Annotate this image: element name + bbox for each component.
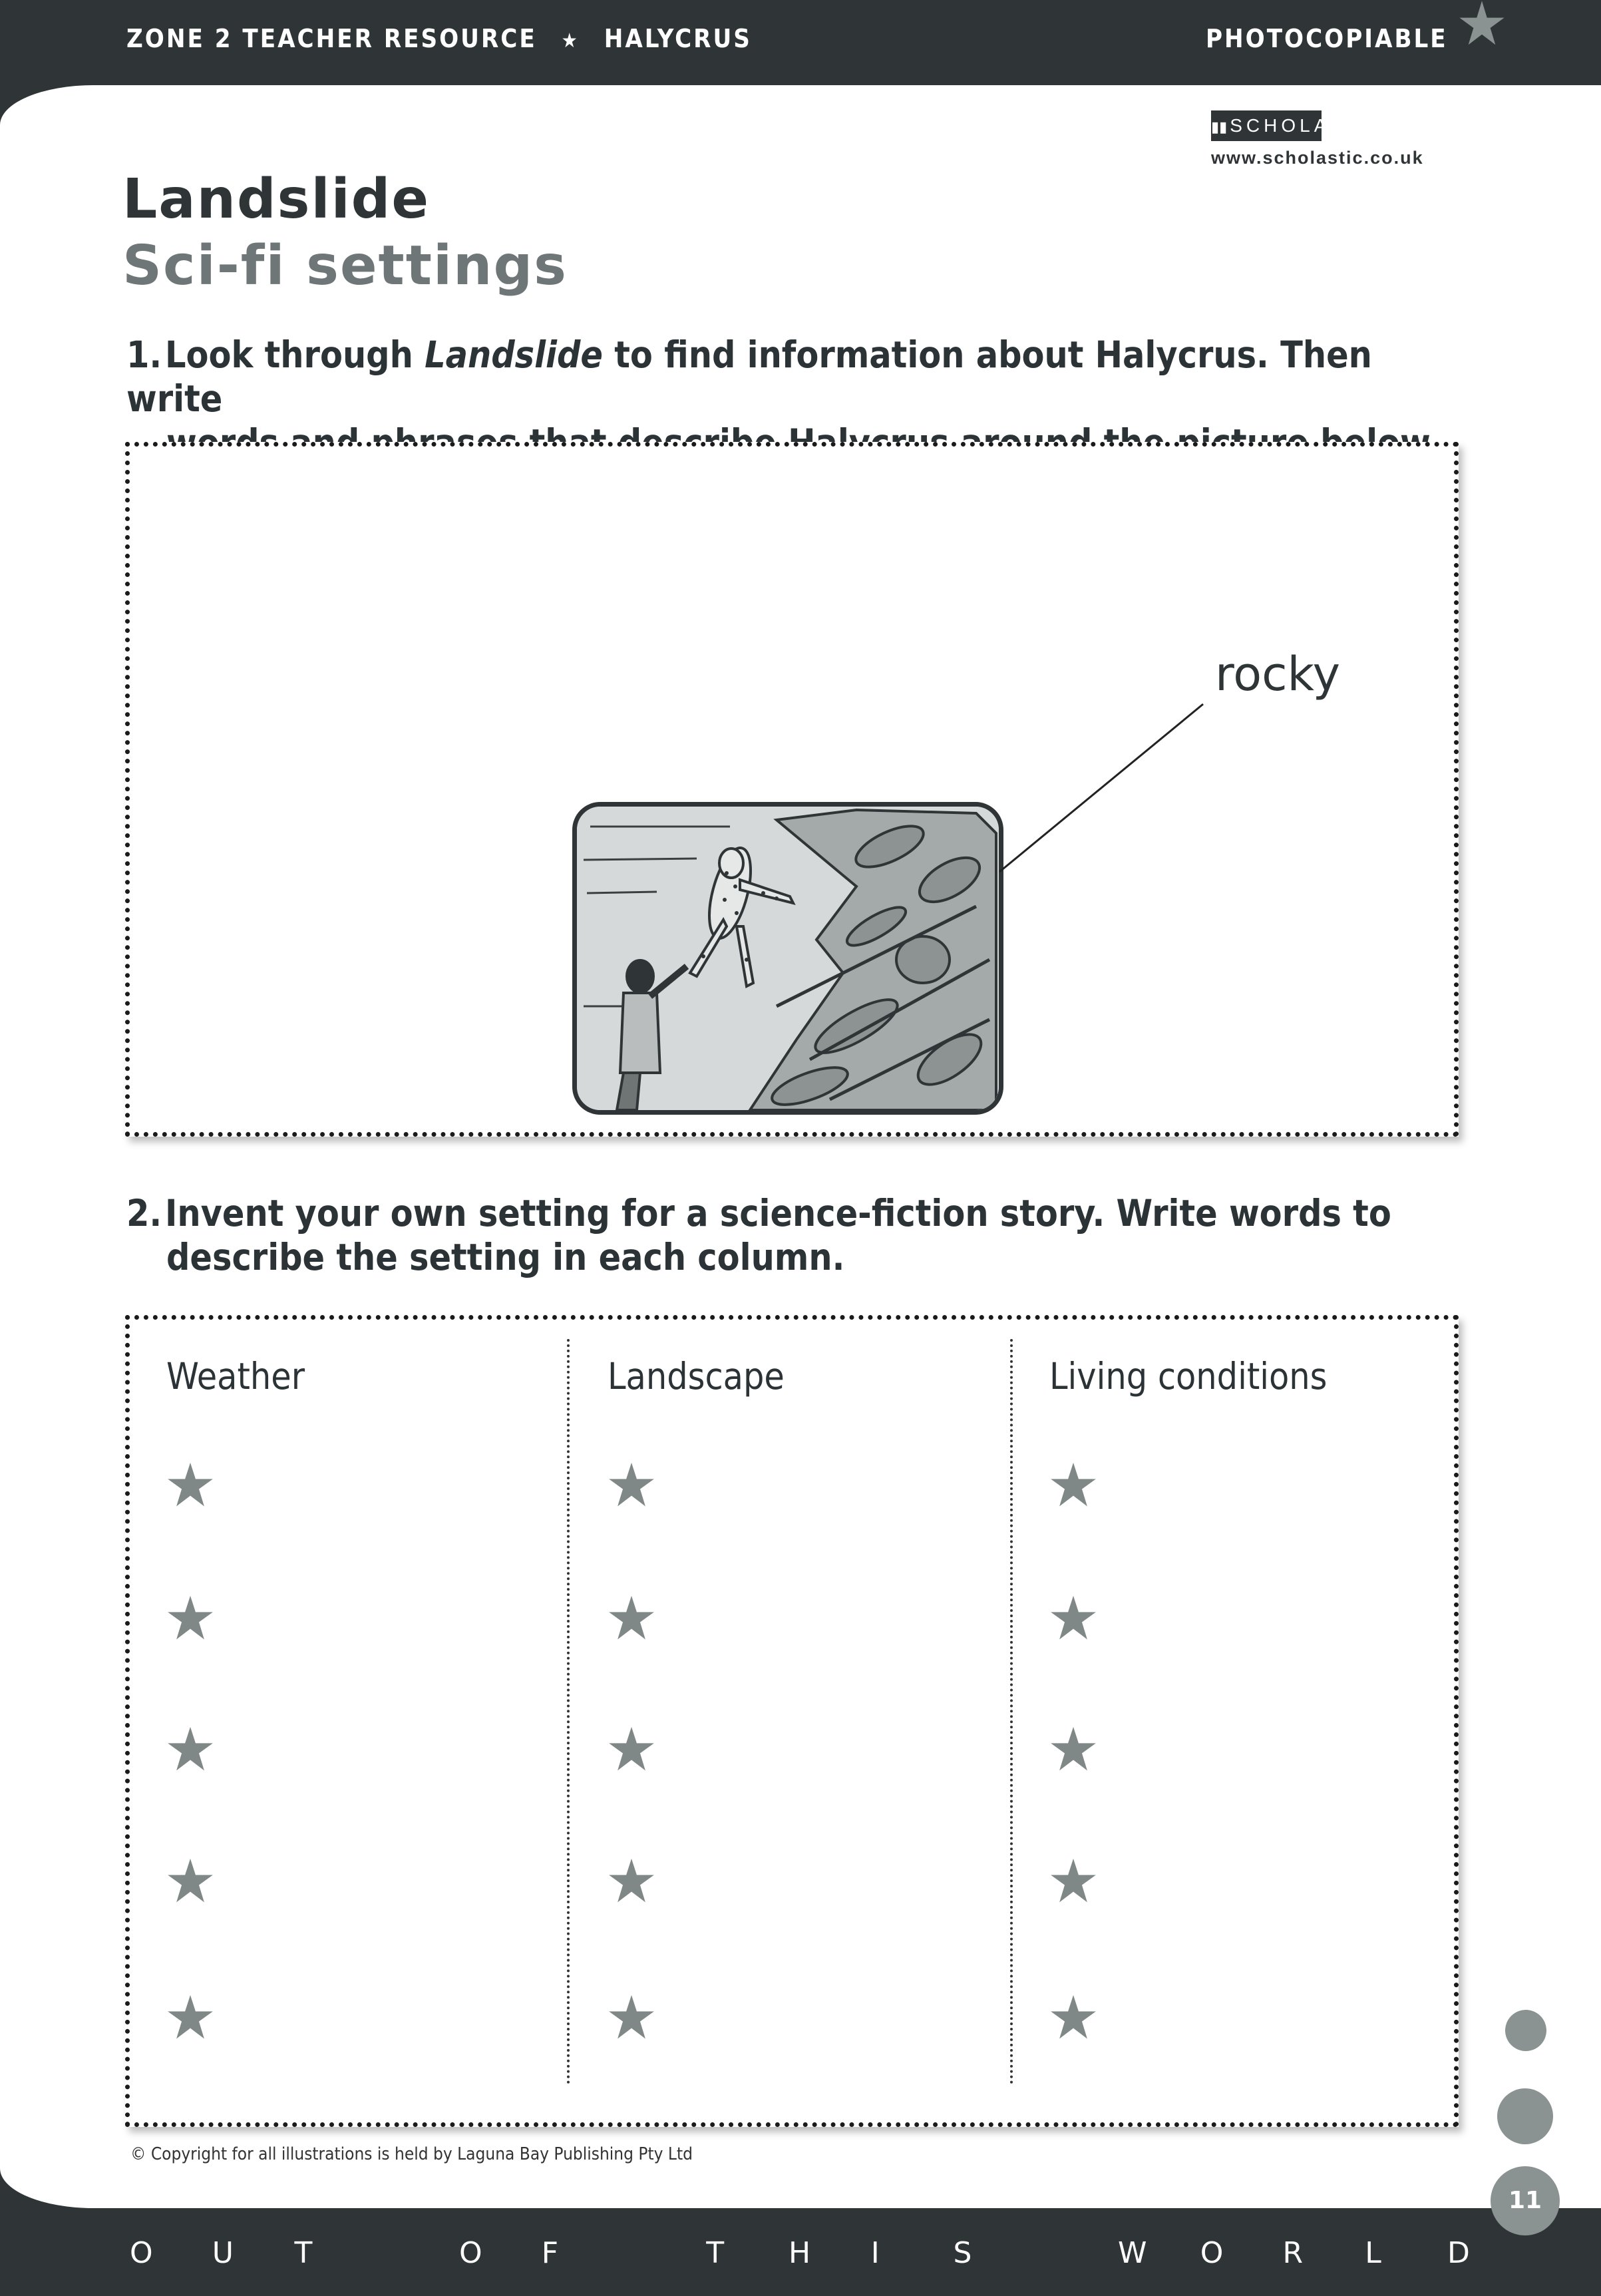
question-text: Invent your own setting for a science-fiction story. Write words to — [165, 1192, 1391, 1235]
footer-letter: O — [130, 2236, 153, 2270]
star-bullet-icon — [1049, 1594, 1097, 1642]
question-number: 1. — [126, 333, 162, 376]
answer-rocky[interactable]: rocky — [1215, 647, 1341, 701]
footer-letter: S — [953, 2236, 972, 2270]
setting-table-box — [125, 1315, 1459, 2127]
footer-letter: U — [212, 2236, 234, 2270]
decorative-dot-icon — [1497, 2088, 1553, 2144]
footer-letter: L — [1365, 2236, 1381, 2270]
footer-letter: O — [459, 2236, 482, 2270]
page-number-badge: 11 — [1491, 2166, 1560, 2235]
header-topic-label: HALYCRUS — [604, 24, 752, 53]
star-bullet-icon — [608, 1594, 655, 1642]
book-title: Landslide — [425, 333, 603, 376]
footer-letter: D — [1447, 2236, 1470, 2270]
footer-letter: W — [1118, 2236, 1147, 2270]
star-bullet-icon — [608, 1993, 655, 2041]
footer-series-name — [130, 2236, 1474, 2270]
question-2 — [126, 1191, 1471, 1279]
question-number: 2. — [126, 1192, 162, 1235]
page-title: Landslide — [122, 168, 430, 231]
footer-letter: R — [1282, 2236, 1304, 2270]
star-bullet-icon — [608, 1857, 655, 1905]
star-bullet-icon — [166, 1993, 214, 2041]
column-header-living-conditions: Living conditions — [1049, 1355, 1328, 1398]
page-subtitle: Sci-fi settings — [122, 234, 568, 297]
column-header-weather: Weather — [166, 1355, 305, 1398]
star-bullet-icon — [1049, 1725, 1097, 1773]
halycrus-illustration — [572, 802, 1003, 1115]
question-text: Look through — [165, 333, 425, 376]
footer-letter: I — [870, 2236, 880, 2270]
column-divider — [567, 1339, 570, 2084]
star-bullet-icon — [166, 1857, 214, 1905]
footer-space — [624, 2236, 651, 2270]
footer-space — [1035, 2236, 1062, 2270]
star-bullet-icon — [608, 1725, 655, 1773]
footer-space — [377, 2236, 403, 2270]
question-text: describe the setting in each column. — [166, 1236, 845, 1278]
question-text: to find information about Halycrus. Then write — [126, 333, 1372, 420]
header-star-icon: ★ — [561, 29, 580, 53]
publisher-url[interactable]: www.scholastic.co.uk — [1211, 148, 1424, 168]
footer-letter: F — [541, 2236, 559, 2270]
header-series-title — [126, 24, 752, 53]
footer-letter: O — [1200, 2236, 1224, 2270]
copyright-notice: © Copyright for all illustrations is held by Laguna Bay Publishing Pty Ltd — [130, 2144, 693, 2164]
footer-letter: T — [706, 2236, 725, 2270]
scholastic-logo — [1211, 110, 1389, 141]
book-icon: ▮▮ — [1211, 118, 1228, 135]
decorative-dot-icon — [1505, 2010, 1546, 2051]
star-bullet-icon — [608, 1461, 655, 1509]
column-divider — [1010, 1339, 1013, 2084]
star-bullet-icon — [166, 1461, 214, 1509]
rockslide-scene-image — [577, 807, 999, 1110]
footer-letter: T — [294, 2236, 313, 2270]
star-bullet-icon — [166, 1594, 214, 1642]
logo-text: SCHOLASTIC — [1230, 115, 1389, 136]
star-bullet-icon — [1049, 1857, 1097, 1905]
photocopiable-label: PHOTOCOPIABLE — [1206, 24, 1448, 53]
corner-star-icon — [1459, 0, 1505, 47]
star-bullet-icon — [166, 1725, 214, 1773]
star-bullet-icon — [1049, 1993, 1097, 2041]
header-zone-label: ZONE 2 TEACHER RESOURCE — [126, 24, 537, 53]
footer-letter: H — [789, 2236, 811, 2270]
star-bullet-icon — [1049, 1461, 1097, 1509]
column-header-landscape: Landscape — [608, 1355, 785, 1398]
